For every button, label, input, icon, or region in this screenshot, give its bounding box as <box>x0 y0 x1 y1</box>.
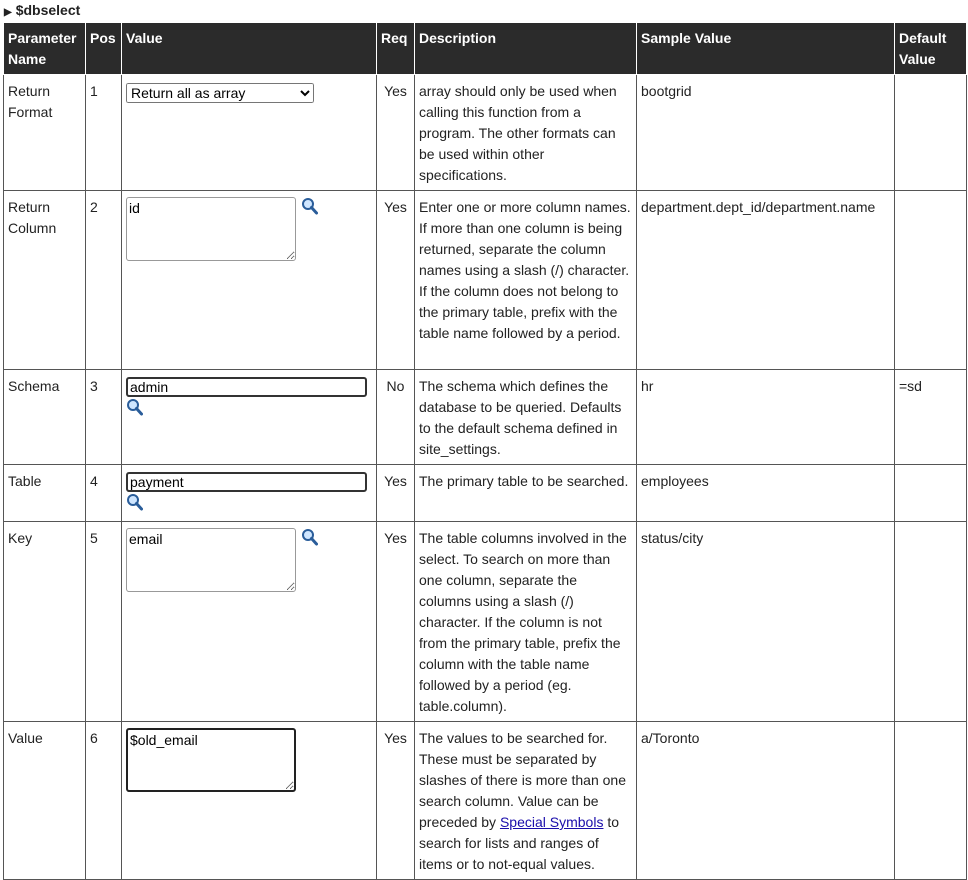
param-name: Table <box>4 465 86 522</box>
magnifier-icon[interactable] <box>126 493 143 511</box>
param-req: Yes <box>377 722 415 880</box>
param-default <box>895 75 967 191</box>
col-header-description: Description <box>415 23 637 75</box>
param-default: =sd <box>895 370 967 465</box>
col-header-value: Value <box>122 23 377 75</box>
param-name: Return Column <box>4 191 86 370</box>
value-cell <box>122 370 377 465</box>
param-pos: 3 <box>86 370 122 465</box>
param-req: Yes <box>377 191 415 370</box>
description-text: to search for lists and ranges of items or to not-equal values. <box>419 814 620 872</box>
value-textarea[interactable] <box>126 728 296 792</box>
param-name: Schema <box>4 370 86 465</box>
table-row <box>4 75 967 191</box>
section-header[interactable] <box>0 0 968 20</box>
return-column-textarea[interactable] <box>126 197 296 261</box>
table-input[interactable] <box>126 472 367 492</box>
param-sample: bootgrid <box>637 75 895 191</box>
param-req: Yes <box>377 465 415 522</box>
col-header-default-value: Default Value <box>895 23 967 75</box>
param-name: Value <box>4 722 86 880</box>
description-text: The values to be searched for. These must be separated by slashes of there is more than one search column. Value can be preceded by <box>419 730 627 830</box>
value-cell <box>122 722 377 880</box>
table-row <box>4 191 967 370</box>
magnifier-icon[interactable] <box>126 398 143 416</box>
return-format-select[interactable] <box>126 83 314 103</box>
magnifier-icon[interactable] <box>301 528 318 546</box>
parameter-table <box>3 22 967 880</box>
table-row <box>4 722 967 880</box>
param-default <box>895 191 967 370</box>
param-description: The table columns involved in the select. To search on more than one column, separate the columns using a slash (/) character. If the column is not from the primary table, prefix the column with the table name followed by a period (eg. table.column). <box>415 522 637 722</box>
col-header-req: Req <box>377 23 415 75</box>
section-title: $dbselect <box>15 2 81 18</box>
param-default <box>895 465 967 522</box>
param-sample: department.dept_id/department.name <box>637 191 895 370</box>
param-description: The primary table to be searched. <box>415 465 637 522</box>
schema-input[interactable] <box>126 377 367 397</box>
param-default <box>895 522 967 722</box>
param-pos: 2 <box>86 191 122 370</box>
param-description <box>415 722 637 880</box>
param-req: No <box>377 370 415 465</box>
value-cell <box>122 465 377 522</box>
value-cell <box>122 75 377 191</box>
table-row <box>4 370 967 465</box>
col-header-sample-value: Sample Value <box>637 23 895 75</box>
param-sample: status/city <box>637 522 895 722</box>
expand-triangle-icon[interactable]: ▶ <box>4 7 12 18</box>
col-header-pos: Pos <box>86 23 122 75</box>
param-name: Return Format <box>4 75 86 191</box>
param-description: Enter one or more column names. If more than one column is being returned, separate the column names using a slash (/) character. If the column does not belong to the primary table, prefix with the table name followed by a period. <box>415 191 637 370</box>
param-name: Key <box>4 522 86 722</box>
header-row <box>4 23 967 75</box>
value-cell <box>122 522 377 722</box>
param-sample: a/Toronto <box>637 722 895 880</box>
param-pos: 4 <box>86 465 122 522</box>
param-pos: 5 <box>86 522 122 722</box>
param-default <box>895 722 967 880</box>
col-header-parameter-name: Parameter Name <box>4 23 86 75</box>
key-textarea[interactable] <box>126 528 296 592</box>
param-description: array should only be used when calling this function from a program. The other formats can be used within other specifications. <box>415 75 637 191</box>
param-sample: employees <box>637 465 895 522</box>
special-symbols-link[interactable]: Special Symbols <box>499 814 604 830</box>
param-req: Yes <box>377 522 415 722</box>
magnifier-icon[interactable] <box>301 197 318 215</box>
value-cell <box>122 191 377 370</box>
param-pos: 6 <box>86 722 122 880</box>
param-description: The schema which defines the database to be queried. Defaults to the default schema defined in site_settings. <box>415 370 637 465</box>
table-row <box>4 522 967 722</box>
param-req: Yes <box>377 75 415 191</box>
param-sample: hr <box>637 370 895 465</box>
param-pos: 1 <box>86 75 122 191</box>
table-row <box>4 465 967 522</box>
